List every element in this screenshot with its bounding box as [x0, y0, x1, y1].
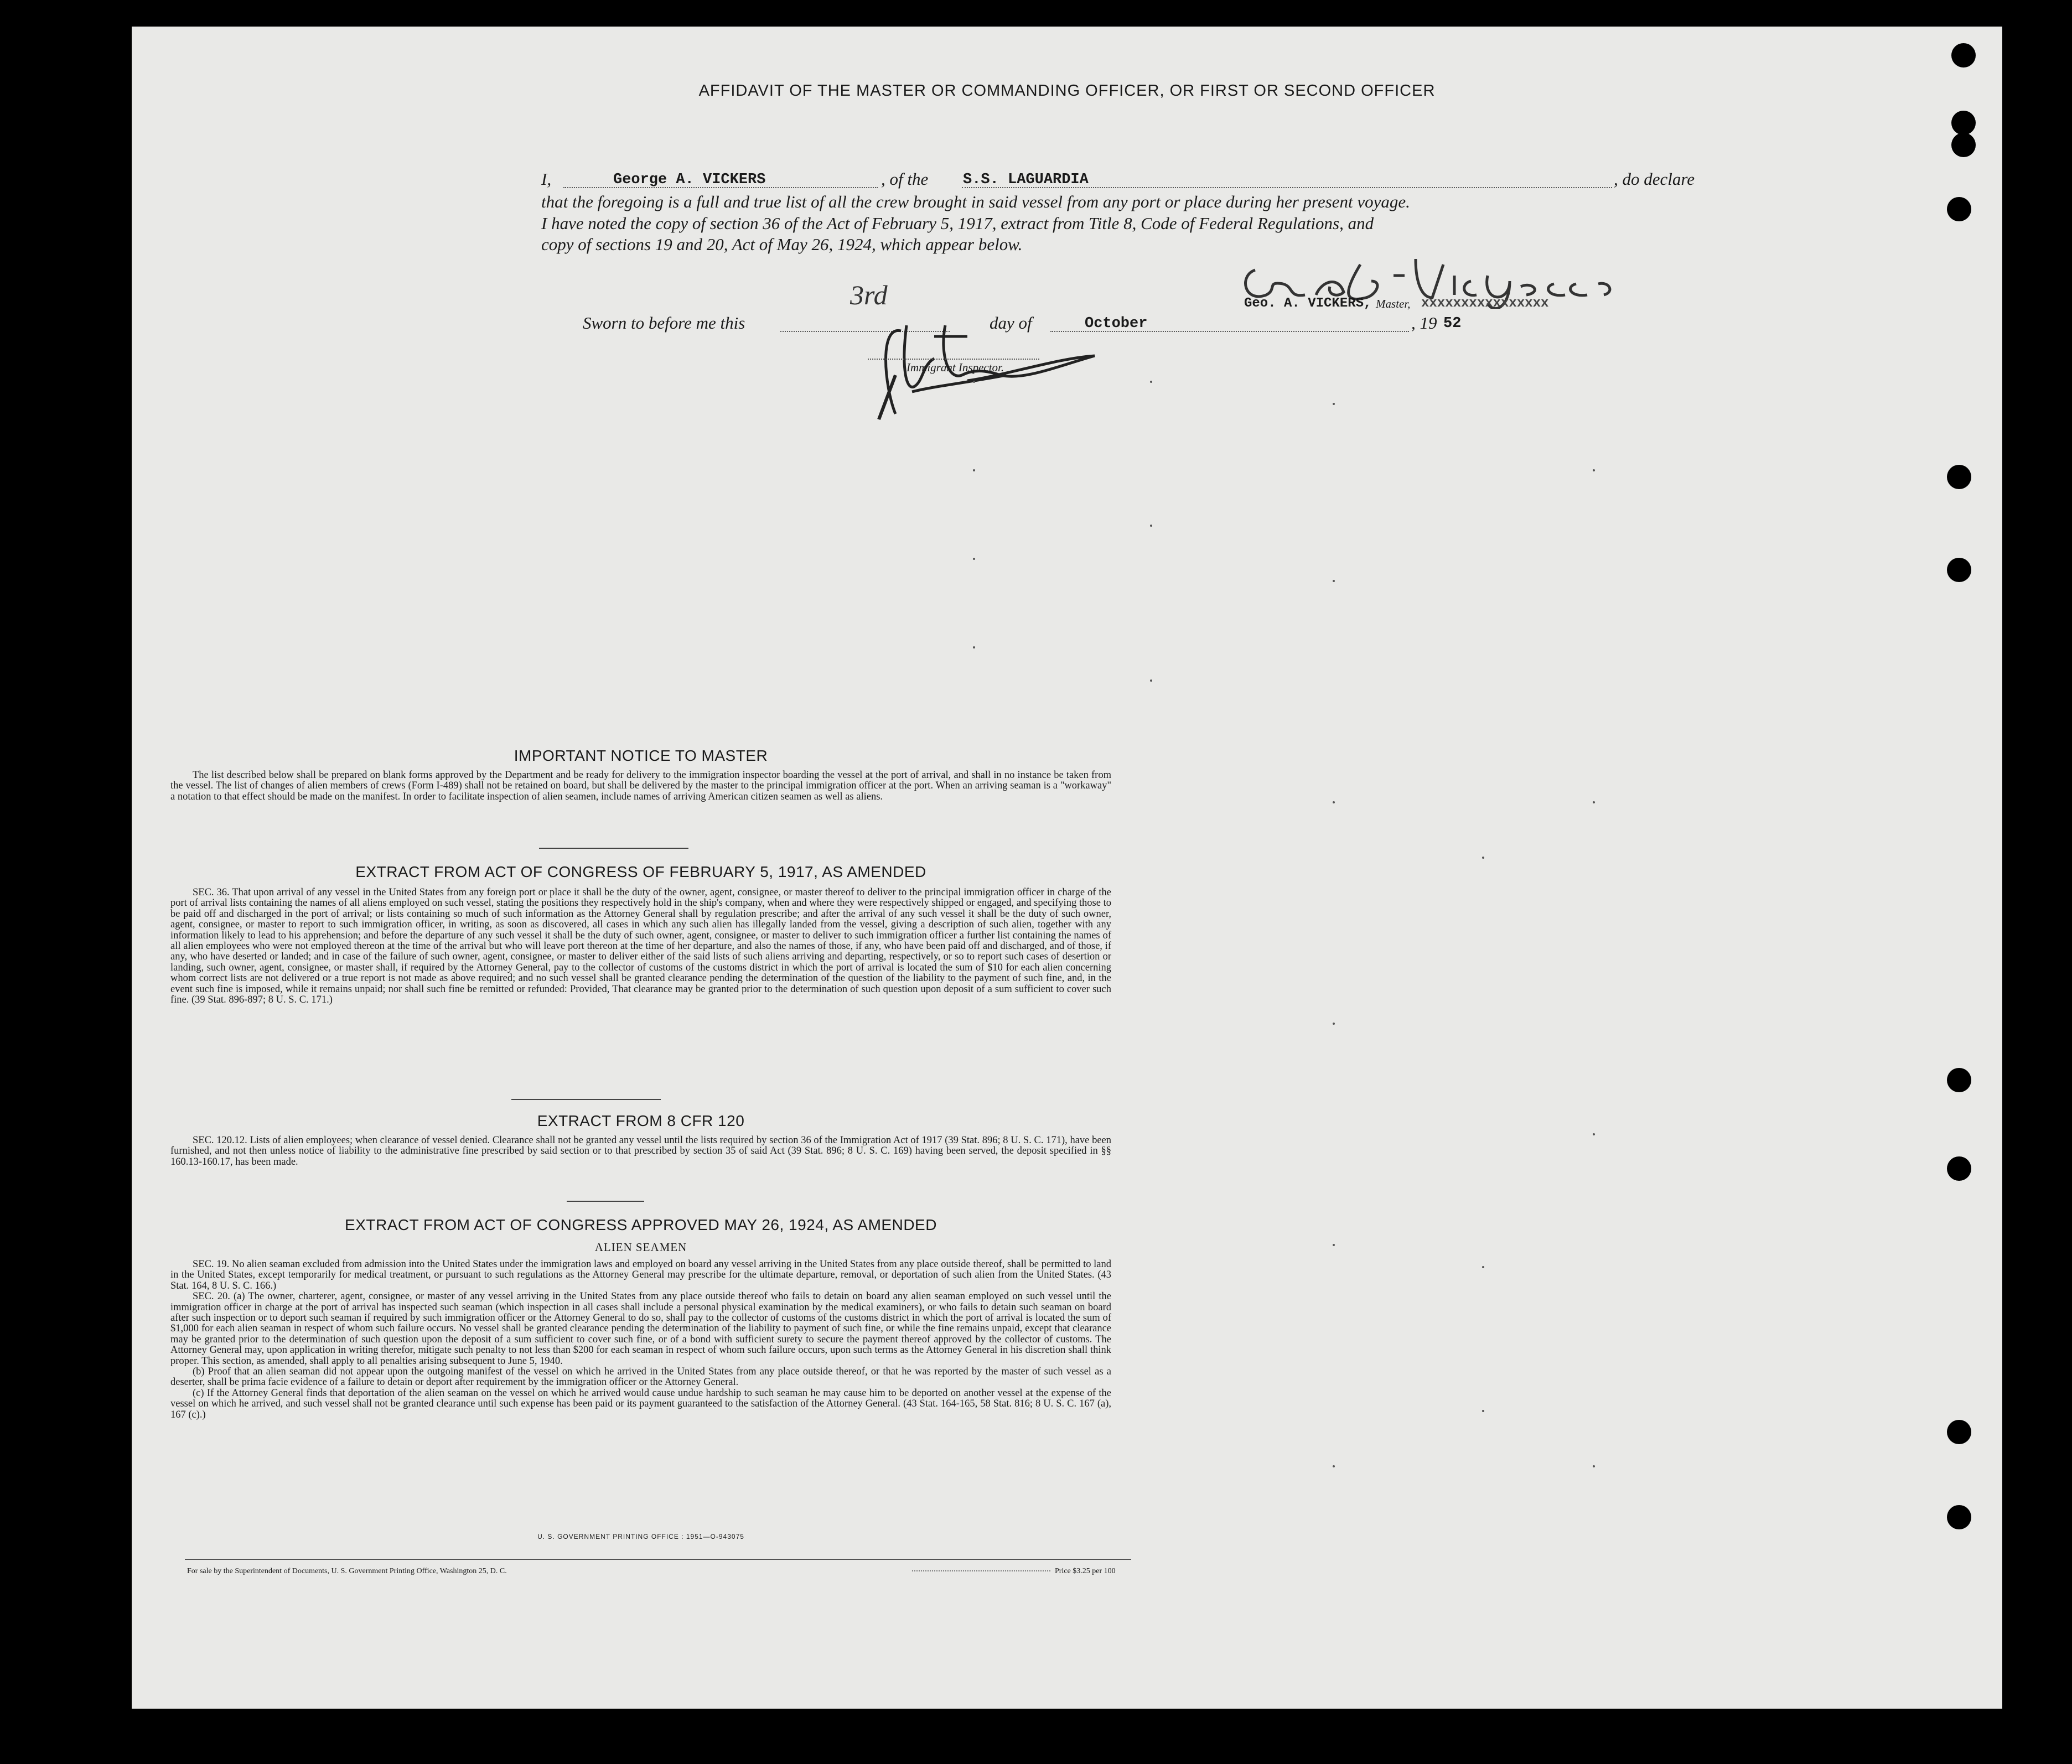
notice-text: The list described below shall be prepared on blank forms approved by the Department and be ready for delivery to the immigration inspector boarding the vessel at the port of arrival, and shall in no instance be taken from the vessel. The list of changes of alien members of crews (Form I-489) shall not be retained on board, but shall be delivered by the master to the principal immigration officer at the port. When an arriving seaman is a "workaway" a notation to that effect should be made on the manifest. In order to facilitate inspection of alien seamen, include names of arriving American citizen seamen as well as aliens.: [170, 770, 1111, 802]
master-name-field: George A. VICKERS: [613, 172, 766, 188]
affidavit-title: AFFIDAVIT OF THE MASTER OR COMMANDING OFFICER, OR FIRST OR SECOND OFFICER: [698, 82, 1436, 100]
speck: [973, 381, 975, 383]
speck: [1593, 1465, 1595, 1467]
punch-hole: [1947, 1156, 1971, 1181]
divider-1: [539, 848, 688, 849]
extract-cfr-text: SEC. 120.12. Lists of alien employees; when clearance of vessel denied. Clearance shall not be granted any vessel until the lists required by section 36 of the Immigration Act of 1917 (39 Stat. 896; 8 U. S. C. 171), have been furnished, and not then unless notice of liability to the administrative fine prescribed by said section or to that prescribed by section 35 of said Act (39 Stat. 896; 8 U. S. C. 169) having been served, the deposit specified in §§ 160.13-160.17, has been made.: [170, 1135, 1111, 1168]
punch-hole: [1951, 133, 1976, 157]
extract-cfr-heading: EXTRACT FROM 8 CFR 120: [537, 1112, 745, 1129]
footer-rule: [185, 1559, 1131, 1560]
speck: [1150, 679, 1152, 682]
punch-hole: [1947, 1420, 1971, 1444]
punch-hole: [1947, 1068, 1971, 1092]
price-note: Price $3.25 per 100: [1055, 1567, 1116, 1575]
day-of-label: day of: [990, 313, 1032, 333]
year-prefix: , 19: [1411, 313, 1437, 333]
declaration-line-4: copy of sections 19 and 20, Act of May 26, 1924, which appear below.: [541, 235, 1023, 254]
document-page: [132, 27, 2002, 1709]
extract-1924-heading: EXTRACT FROM ACT OF CONGRESS APPROVED MAY 26, 1924, AS AMENDED: [345, 1216, 937, 1233]
punch-hole: [1947, 558, 1971, 582]
speck: [1482, 1266, 1484, 1268]
punch-hole: [1951, 43, 1976, 68]
speck: [1150, 381, 1152, 383]
divider-2: [511, 1099, 661, 1100]
inspector-label: Immigrant Inspector.: [906, 361, 1004, 374]
sec-20c-paragraph: (c) If the Attorney General finds that deportation of the alien seaman on the vessel on which he arrived would cause undue hardship to such seaman he may cause him to be deported on another vessel at the expense of the vessel on which he arrived, and such vessel shall not be granted clearance until such expense has been paid or its payment guaranteed to the satisfaction of the Attorney General. (43 Stat. 164-165, 58 Stat. 816; 8 U. S. C. 167 (a), 167 (c).): [170, 1387, 1111, 1420]
speck: [1333, 1244, 1335, 1246]
sec-20a-paragraph: SEC. 20. (a) The owner, charterer, agent, consignee, or master of any vessel arriving in the United States from any place outside thereof who fails to detain on board any alien seaman employed on such vessel until the immigration officer in charge at the port of arrival has inspected such seaman (which inspection in all cases shall include a personal physical examination by the medical examiners), or who fails to detain such seaman on board after such inspection or to deport such seaman if required by such immigration officer or the Attorney General to do so, shall pay to the collector of customs of the customs district in which the port of arrival is located the sum of $1,000 for each alien seaman in respect of whom such failure occurs. No vessel shall be granted clearance pending the determination of the liability to payment of such fine, or while the fine remains unpaid, except that clearance may be granted prior to the determination of such question upon the deposit of a sum sufficient to cover such fine, or of a bond with sufficient surety to secure the payment thereof approved by the collector of customs. The Attorney General may, upon application in writing therefor, mitigate such penalty to not less than $200 for each seaman in respect of whom such failure occurs, upon such terms as the Attorney General in his discretion shall think proper. This section, as amended, shall apply to all penalties arising subsequent to June 5, 1940.: [170, 1291, 1111, 1367]
gpo-imprint: U. S. GOVERNMENT PRINTING OFFICE : 1951—O-943075: [537, 1533, 744, 1540]
speck: [1593, 469, 1595, 471]
declaration-line-1: [541, 169, 1714, 191]
speck: [1482, 1410, 1484, 1412]
punch-hole: [1947, 1505, 1971, 1529]
inspector-underline: [868, 359, 1039, 360]
sworn-day-handwritten: 3rd: [850, 279, 888, 310]
punch-hole: [1947, 465, 1971, 489]
speck: [1593, 801, 1595, 803]
do-declare-label: , do declare: [1614, 169, 1695, 189]
struck-title-text: xxxxxxxxxxxxxxxx: [1421, 296, 1549, 311]
extract-1917-heading: EXTRACT FROM ACT OF CONGRESS OF FEBRUARY 5, 1917, AS AMENDED: [355, 863, 926, 880]
master-title-label: Master,: [1376, 297, 1411, 310]
of-the-label: , of the: [881, 169, 929, 189]
alien-seamen-subheading: ALIEN SEAMEN: [594, 1241, 687, 1254]
i-label: I,: [541, 169, 552, 189]
declaration-line-2: that the foregoing is a full and true list of all the crew brought in said vessel from any port or place during her present voyage.: [541, 192, 1410, 211]
declaration-line-3: I have noted the copy of section 36 of the Act of February 5, 1917, extract from Title 8, Code of Federal Regulations, and: [541, 214, 1374, 233]
extract-1917-text: SEC. 36. That upon arrival of any vessel in the United States from any foreign port or place it shall be the duty of the owner, agent, consignee, or master thereof to deliver to the principal immigration officer in charge of the port of arrival lists containing the names of all aliens employed on such vessel, stating the positions they respectively hold in the ship's company, when and where they were respectively shipped or engaged, and specifying those to be paid off and discharged in the port of arrival; or lists containing so much of such information as the Attorney General shall by regulation prescribe; and after the arrival of any such vessel it shall be the duty of such owner, agent, consignee, or master to report to such immigration officer, in writing, as soon as discovered, all cases in which any such alien has illegally landed from the vessel, giving a description of such alien, together with any information likely to lead to his apprehension; and before the departure of any such vessel it shall be the duty of such owner, agent, consignee, or master to deliver to such immigration officer a further list containing the names of all alien employees who were not employed thereon at the time of the arrival but who will leave port thereon at the time of her departure, and also the names of those, if any, who have been paid off and discharged, and of those, if any, who have deserted or landed; and in case of the failure of such owner, agent, consignee, or master to deliver either of the said lists of such aliens arriving and departing, respectively, or so to report such cases of desertion or landing, such owner, agent, consignee, or master shall, if required by the Attorney General, pay to the collector of customs of the customs district in which the port of arrival is located the sum of $10 for each alien concerning whom correct lists are not delivered or a true report is not made as above required; and no such vessel shall be granted clearance pending the determination of the question of the liability to the payment of such fine, and, in the event such fine is imposed, while it remains unpaid; nor shall such fine be remitted or refunded: Provided, That clearance may be granted prior to the determination of such question upon deposit of a sum sufficient to cover such fine. (39 Stat. 896-897; 8 U. S. C. 171.): [170, 887, 1111, 1006]
speck: [1482, 857, 1484, 859]
speck: [1150, 525, 1152, 527]
speck: [1593, 1133, 1595, 1135]
speck: [1333, 801, 1335, 803]
sec-20b-paragraph: (b) Proof that an alien seaman did not appear upon the outgoing manifest of the vessel on which he arrived in the United States from any place outside thereof, or that he was reported by the master of such vessel as a deserter, shall be prima facie evidence of a failure to detain or deport after requirement by the immigration officer or the Attorney General.: [170, 1366, 1111, 1388]
speck: [1333, 1465, 1335, 1467]
sec-19-paragraph: SEC. 19. No alien seaman excluded from admission into the United States under the immigration laws and employed on board any vessel arriving in the United States from any place outside thereof, shall be permitted to land in the United States, except temporarily for medical treatment, or pursuant to such regulations as the Attorney General may prescribe for the ultimate departure, removal, or deportation of such alien from the United States. (43 Stat. 164, 8 U. S. C. 166.): [170, 1259, 1111, 1291]
sworn-month-field: October: [1085, 315, 1148, 332]
speck: [973, 469, 975, 471]
speck: [973, 558, 975, 560]
footer-dot-leader: [912, 1570, 1050, 1571]
speck: [973, 646, 975, 648]
for-sale-note: For sale by the Superintendent of Documents, U. S. Government Printing Office, Washington 25, D. C.: [187, 1567, 507, 1575]
speck: [1333, 1023, 1335, 1025]
notice-heading: IMPORTANT NOTICE TO MASTER: [514, 747, 768, 764]
speck: [1333, 403, 1335, 405]
speck: [1333, 580, 1335, 582]
sworn-label: Sworn to before me this: [583, 313, 745, 333]
sworn-year-field: 52: [1443, 315, 1462, 332]
vessel-name-field: S.S. LAGUARDIA: [963, 172, 1089, 188]
master-typed-name: Geo. A. VICKERS,: [1244, 296, 1372, 311]
divider-3: [567, 1201, 644, 1202]
punch-hole: [1947, 197, 1971, 221]
punch-hole: [1951, 111, 1976, 135]
extract-1924-body: [170, 1259, 1111, 1420]
